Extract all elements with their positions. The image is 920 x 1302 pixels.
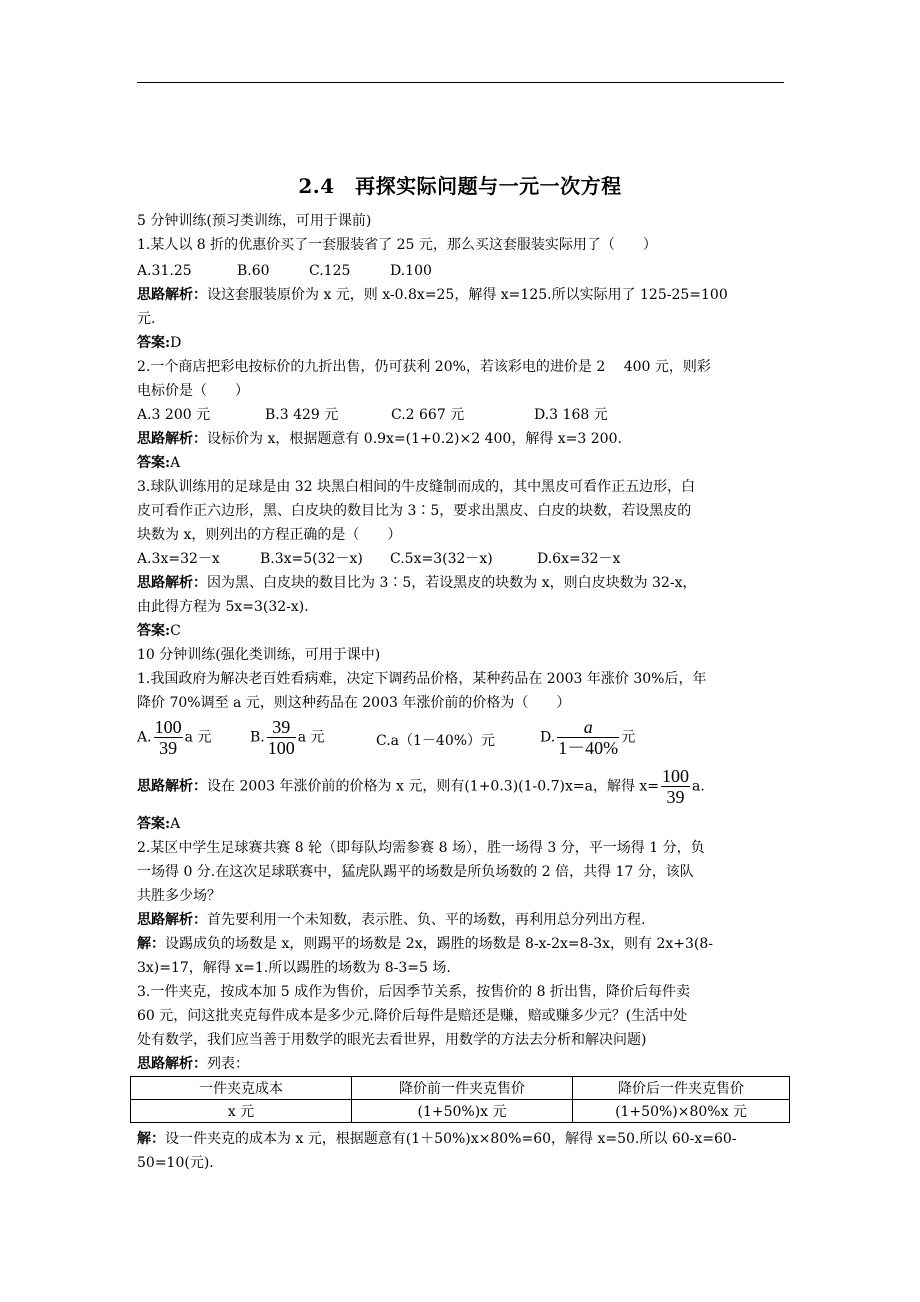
option-suffix: 元 — [621, 729, 636, 746]
s1-q1-option-a: A.31.25 — [137, 263, 192, 279]
analysis-text: 设这套服装原价为 x 元，则 x-0.8x=25，解得 x=125.所以实际用了 125-25=100 — [207, 287, 728, 303]
analysis-label: 思路解析： — [137, 575, 207, 591]
section-heading-2: 10 分钟训练(强化类训练，可用于课中) — [137, 647, 381, 663]
s1-q3-option-a: A.3x=32－x — [137, 551, 220, 567]
s2-q2-stem-cont-1: 一场得 0 分.在这次足球联赛中，猛虎队踢平的场数是所负场数的 2 倍，共得 17 分，该队 — [137, 864, 694, 880]
s2-q1-stem-cont: 降价 70%调至 a 元，则这种药品在 2003 年涨价前的价格为（ ） — [137, 695, 571, 711]
s2-q2-solution — [137, 935, 713, 953]
table-header-cell: 降价后一件夹克售价 — [573, 1077, 790, 1100]
s2-q2-stem: 2.某区中学生足球赛共赛 8 轮（即每队均需参赛 8 场），胜一场得 3 分，平一场得 1 分，负 — [137, 840, 705, 856]
denominator: 100 — [267, 738, 295, 758]
s1-q3-option-b: B.3x=5(32－x) — [260, 551, 363, 567]
s2-q2-analysis — [137, 911, 645, 929]
table-header-cell: 降价前一件夹克售价 — [352, 1077, 573, 1100]
answer-value: A — [170, 816, 181, 832]
table-cell: (1+50%)×80%x 元 — [573, 1100, 790, 1123]
s2-q1-option-c: C.a（1－40%）元 — [376, 733, 496, 749]
s1-q2-option-b: B.3 429 元 — [265, 407, 339, 423]
denominator: 1－40% — [558, 738, 619, 758]
s2-q3-solution — [137, 1130, 737, 1148]
analysis-text: 首先要利用一个未知数，表示胜、负、平的场数，再利用总分列出方程. — [207, 912, 646, 928]
analysis-text: 设在 2003 年涨价前的价格为 x 元，则有(1+0.3)(1-0.7)x=a，解得 x= — [207, 778, 660, 795]
s2-q1-option-a — [137, 717, 211, 758]
numerator: 39 — [272, 717, 291, 737]
s2-q1-stem: 1.我国政府为解决老百姓看病难，决定下调药品价格，某种药品在 2003 年涨价 30%后，年 — [137, 671, 707, 687]
table-cell: (1+50%)x 元 — [352, 1100, 573, 1123]
s1-q3-option-c: C.5x=3(32－x) — [390, 551, 493, 567]
s1-q3-stem-cont-2: 块数为 x，则列出的方程正确的是（ ） — [137, 527, 402, 543]
analysis-text: 设标价为 x，根据题意有 0.9x=(1+0.2)×2 400，解得 x=3 200. — [207, 431, 622, 447]
cost-table — [130, 1076, 790, 1123]
s1-q3-stem: 3.球队训练用的足球是由 32 块黑白相间的牛皮缝制而成的，其中黑皮可看作正五边形，白 — [137, 479, 696, 495]
s1-q1-analysis — [137, 286, 728, 304]
solution-label: 解： — [137, 1131, 165, 1147]
fraction — [661, 766, 690, 807]
s1-q2-option-c: C.2 667 元 — [391, 407, 465, 423]
s2-q2-stem-cont-2: 共胜多少场？ — [137, 888, 221, 904]
s2-q2-solution-cont: 3x)=17，解得 x=1.所以踢胜的场数为 8-3=5 场. — [137, 960, 451, 976]
header-rule — [137, 82, 784, 83]
s1-q3-option-d: D.6x=32－x — [537, 551, 621, 567]
analysis-text: 因为黑、白皮块的数目比为 3∶5，若设黑皮的块数为 x，则白皮块数为 32-x， — [207, 575, 697, 591]
option-prefix: A. — [137, 729, 152, 746]
denominator: 39 — [154, 737, 183, 758]
s1-q1-option-d: D.100 — [390, 263, 432, 279]
section-heading-1: 5 分钟训练(预习类训练，可用于课前) — [137, 213, 372, 229]
s2-q3-stem-cont-1: 60 元，问这批夹克每件成本是多少元.降价后每件是赔还是赚，赔或赚多少元？(生活中处 — [137, 1008, 688, 1024]
s1-q3-stem-cont-1: 皮可看作正六边形，黑、白皮块的数目比为 3∶5，要求出黑皮、白皮的块数，若设黑皮的 — [137, 503, 692, 519]
table-row — [131, 1100, 790, 1123]
table-cell: x 元 — [131, 1100, 352, 1123]
s1-q2-answer — [137, 454, 180, 472]
analysis-label: 思路解析： — [137, 287, 207, 303]
s2-q1-analysis — [137, 766, 705, 807]
option-suffix: a 元 — [297, 729, 325, 746]
analysis-text: 列表： — [207, 1056, 249, 1072]
s1-q3-analysis-cont: 由此得方程为 5x=3(32-x). — [137, 599, 309, 615]
analysis-label: 思路解析： — [137, 1056, 207, 1072]
s1-q1-analysis-cont: 元. — [137, 311, 156, 327]
s2-q3-stem-cont-2: 处有数学，我们应当善于用数学的眼光去看世界，用数学的方法去分析和解决问题) — [137, 1032, 647, 1048]
answer-label: 答案: — [137, 455, 171, 471]
page-title: 2.4 再探实际问题与一元一次方程 — [298, 174, 622, 198]
option-prefix: D. — [540, 729, 556, 746]
s2-q1-option-b — [250, 717, 325, 758]
solution-text: 设一件夹克的成本为 x 元，根据题意有(1＋50%)x×80%=60，解得 x=50.所以 60-x=60- — [165, 1131, 737, 1147]
s1-q2-stem: 2.一个商店把彩电按标价的九折出售，仍可获利 20%，若该彩电的进价是 2 400 元，则彩 — [137, 359, 711, 375]
s1-q2-analysis — [137, 430, 622, 448]
numerator: a — [583, 717, 593, 737]
s2-q1-option-d — [540, 717, 635, 758]
s1-q1-answer — [137, 334, 181, 352]
s2-q1-answer — [137, 815, 180, 833]
s1-q3-answer — [137, 622, 181, 640]
s1-q1-option-b: B.60 — [237, 263, 270, 279]
option-prefix: B. — [250, 729, 265, 746]
answer-value: C — [170, 623, 181, 639]
table-header-row — [131, 1077, 790, 1100]
s1-q1-option-c: C.125 — [309, 263, 351, 279]
denominator: 39 — [661, 786, 690, 807]
s2-q3-stem: 3.一件夹克，按成本加 5 成作为售价，后因季节关系，按售价的 8 折出售，降价后每件卖 — [137, 984, 690, 1000]
s1-q2-option-a: A.3 200 元 — [137, 407, 211, 423]
s1-q3-analysis — [137, 574, 697, 592]
numerator: 100 — [154, 717, 182, 737]
s2-q3-solution-cont: 50=10(元). — [137, 1155, 214, 1171]
fraction — [267, 717, 296, 758]
solution-text: 设踢成负的场数是 x，则踢平的场数是 2x，踢胜的场数是 8-x-2x=8-3x，则有 2x+3(8- — [165, 936, 714, 952]
answer-label: 答案: — [137, 335, 171, 351]
answer-label: 答案: — [137, 816, 171, 832]
option-suffix: a 元 — [184, 729, 212, 746]
answer-value: D — [170, 335, 182, 351]
answer-label: 答案: — [137, 623, 171, 639]
s1-q1-stem: 1.某人以 8 折的优惠价买了一套服装省了 25 元，那么买这套服装实际用了（ ） — [137, 237, 657, 253]
analysis-label: 思路解析： — [137, 912, 207, 928]
analysis-label: 思路解析： — [137, 778, 207, 795]
s1-q2-option-d: D.3 168 元 — [534, 407, 608, 423]
numerator: 100 — [662, 766, 690, 786]
analysis-tail: a. — [692, 778, 705, 795]
s2-q3-analysis — [137, 1055, 249, 1073]
fraction — [154, 717, 183, 758]
table-header-cell: 一件夹克成本 — [131, 1077, 352, 1100]
analysis-label: 思路解析： — [137, 431, 207, 447]
fraction — [557, 717, 619, 758]
answer-value: A — [170, 455, 181, 471]
solution-label: 解： — [137, 936, 165, 952]
s1-q2-stem-cont: 电标价是（ ） — [137, 383, 249, 399]
